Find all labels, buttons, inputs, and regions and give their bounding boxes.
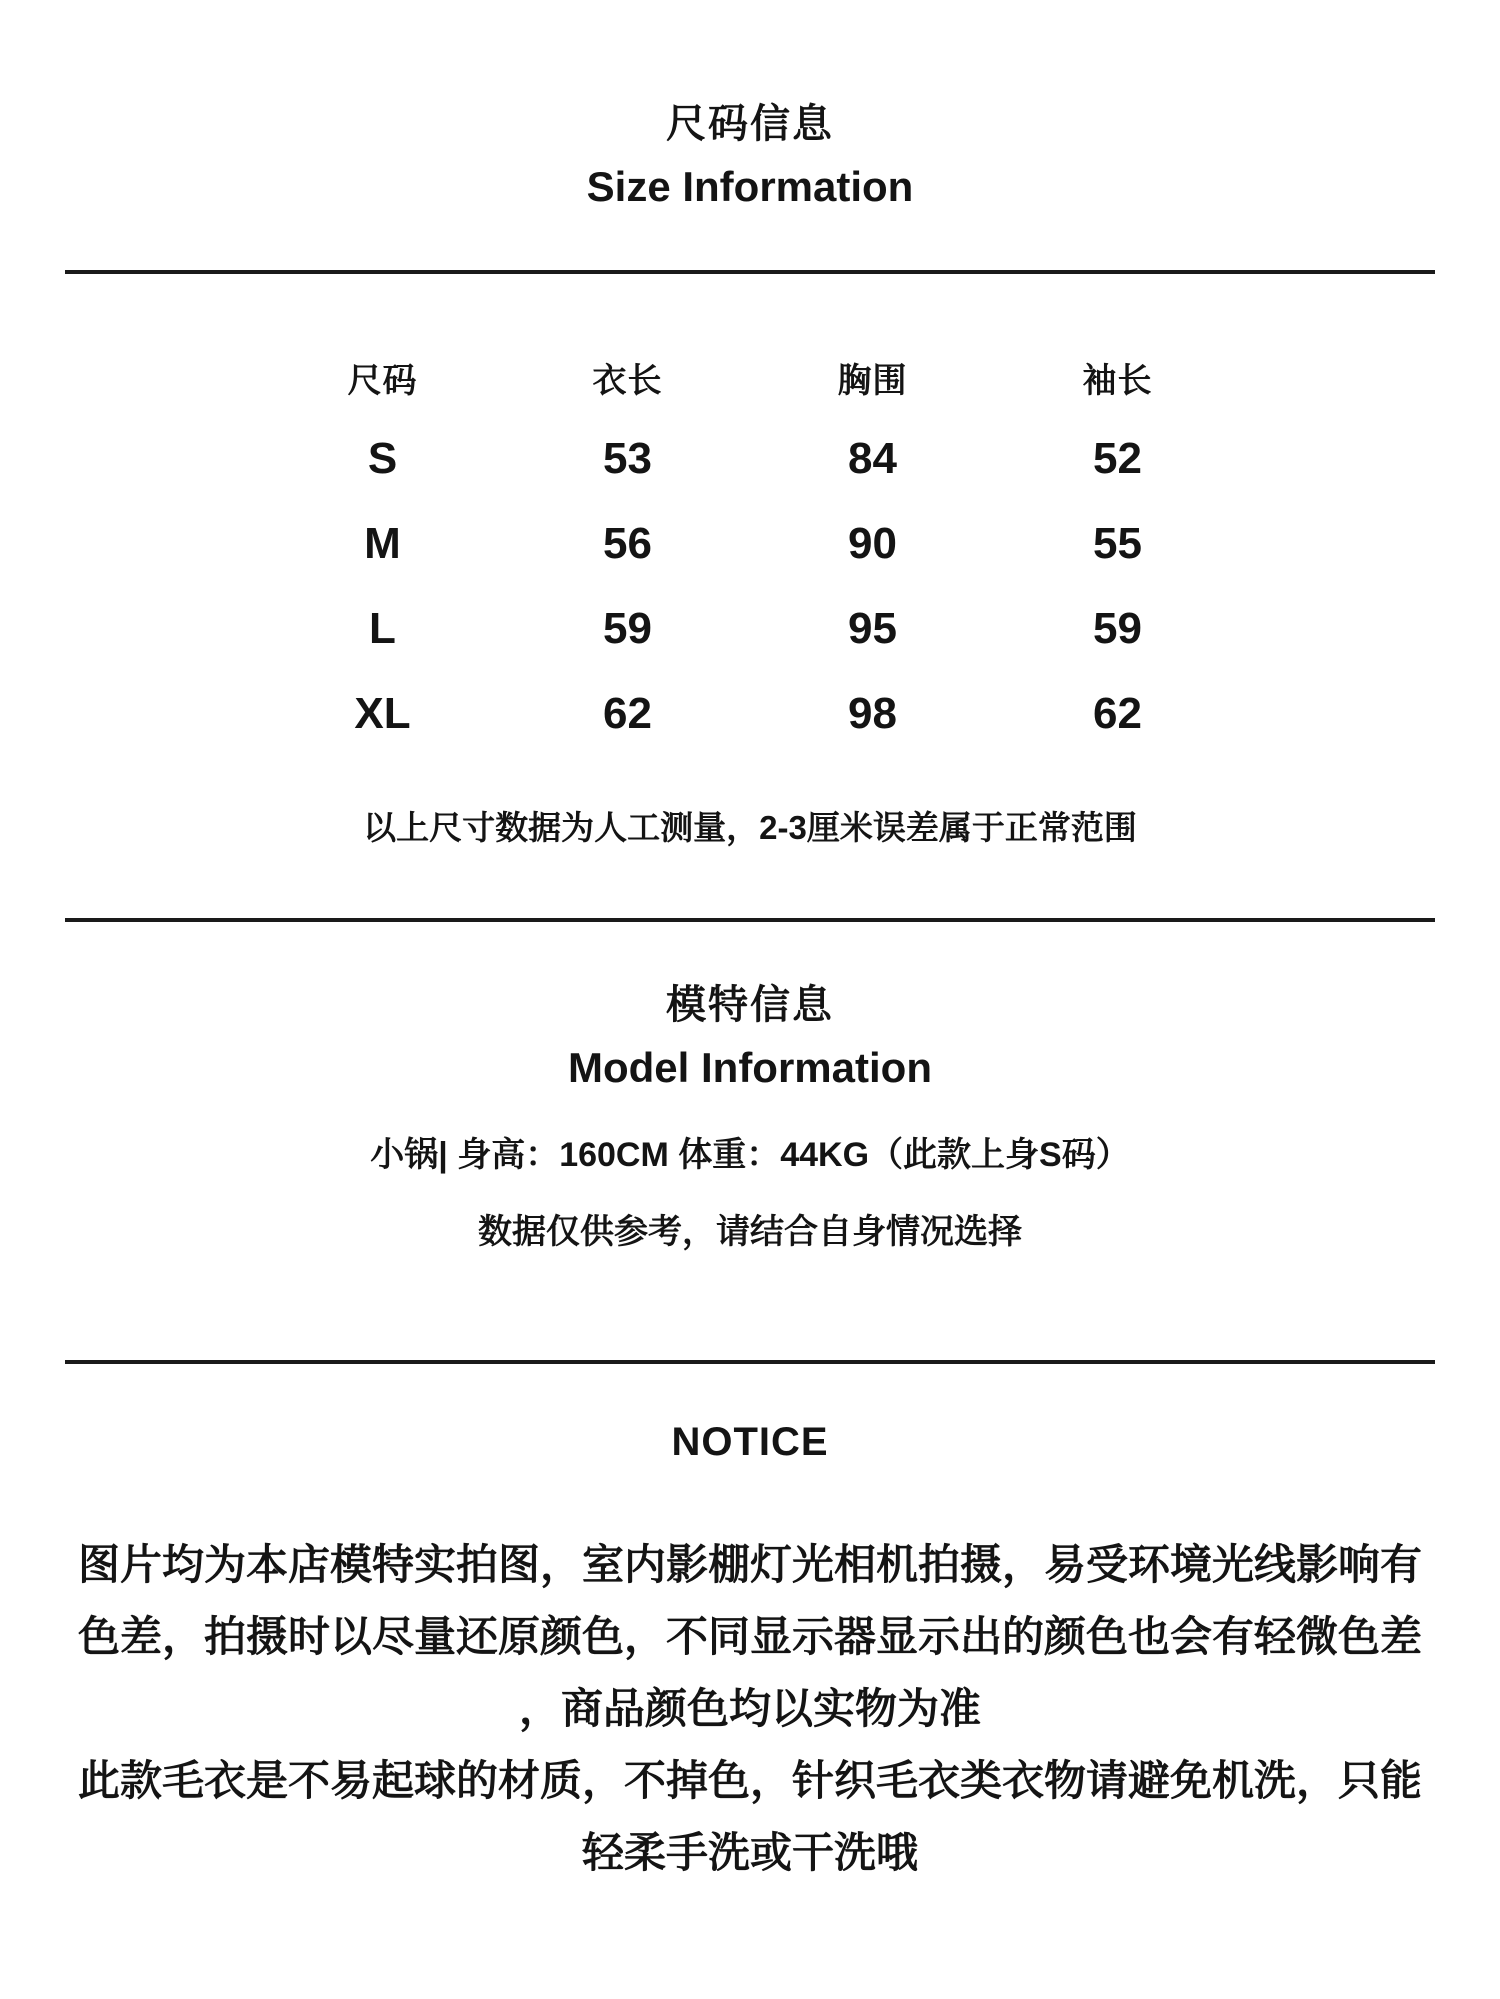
notice-line: ，商品颜色均以实物为准: [518, 1685, 981, 1732]
size-value: S: [367, 434, 398, 483]
size-title-en: Size Information: [586, 163, 914, 210]
bust-value: 95: [848, 604, 897, 653]
notice-line: 此款毛衣是不易起球的材质，不掉色，针织毛衣类衣物请避免机洗，只能: [77, 1757, 1422, 1804]
size-title-zh: 尺码信息: [666, 102, 834, 146]
size-table-header-row: [260, 358, 1240, 404]
table-row: [260, 432, 1240, 486]
notice-line: 轻柔手洗或干洗哦: [581, 1829, 918, 1876]
notice-line: 图片均为本店模特实拍图，室内影棚灯光相机拍摄，易受环境光线影响有: [77, 1541, 1422, 1588]
size-value: L: [369, 604, 396, 653]
length-value: 56: [603, 519, 652, 568]
bust-value: 90: [848, 519, 897, 568]
notice-line: 色差，拍摄时以尽量还原颜色，不同显示器显示出的颜色也会有轻微色差: [77, 1613, 1422, 1660]
sleeve-value: 62: [1093, 689, 1142, 738]
table-row: [260, 687, 1240, 741]
model-title-en: Model Information: [568, 1044, 932, 1091]
length-value: 53: [603, 434, 652, 483]
bust-value: 98: [848, 689, 897, 738]
length-value: 59: [603, 604, 652, 653]
model-reference-note: 数据仅供参考，请结合自身情况选择: [478, 1213, 1022, 1251]
section-divider: [65, 918, 1435, 922]
model-title-zh: 模特信息: [666, 983, 834, 1027]
sleeve-value: 55: [1093, 519, 1142, 568]
model-stats: 小锅| 身高：160CM 体重：44KG（此款上身S码）: [370, 1136, 1130, 1174]
size-table-header-bust: 胸围: [837, 362, 908, 400]
notice-paragraph: [0, 1529, 1500, 1889]
size-value: M: [364, 519, 401, 568]
length-value: 62: [603, 689, 652, 738]
size-value: XL: [354, 689, 411, 738]
section-divider: [65, 270, 1435, 274]
section-divider: [65, 1360, 1435, 1364]
bust-value: 84: [848, 434, 897, 483]
size-table-header-sleeve: 袖长: [1082, 362, 1153, 400]
sleeve-value: 59: [1093, 604, 1142, 653]
sleeve-value: 52: [1093, 434, 1142, 483]
notice-title: NOTICE: [671, 1420, 829, 1464]
size-table-header-length: 衣长: [592, 362, 663, 400]
size-measurement-note: 以上尺寸数据为人工测量，2-3厘米误差属于正常范围: [363, 809, 1137, 846]
table-row: [260, 602, 1240, 656]
size-table: [260, 358, 1240, 741]
size-table-header-size: 尺码: [347, 362, 418, 400]
table-row: [260, 517, 1240, 571]
